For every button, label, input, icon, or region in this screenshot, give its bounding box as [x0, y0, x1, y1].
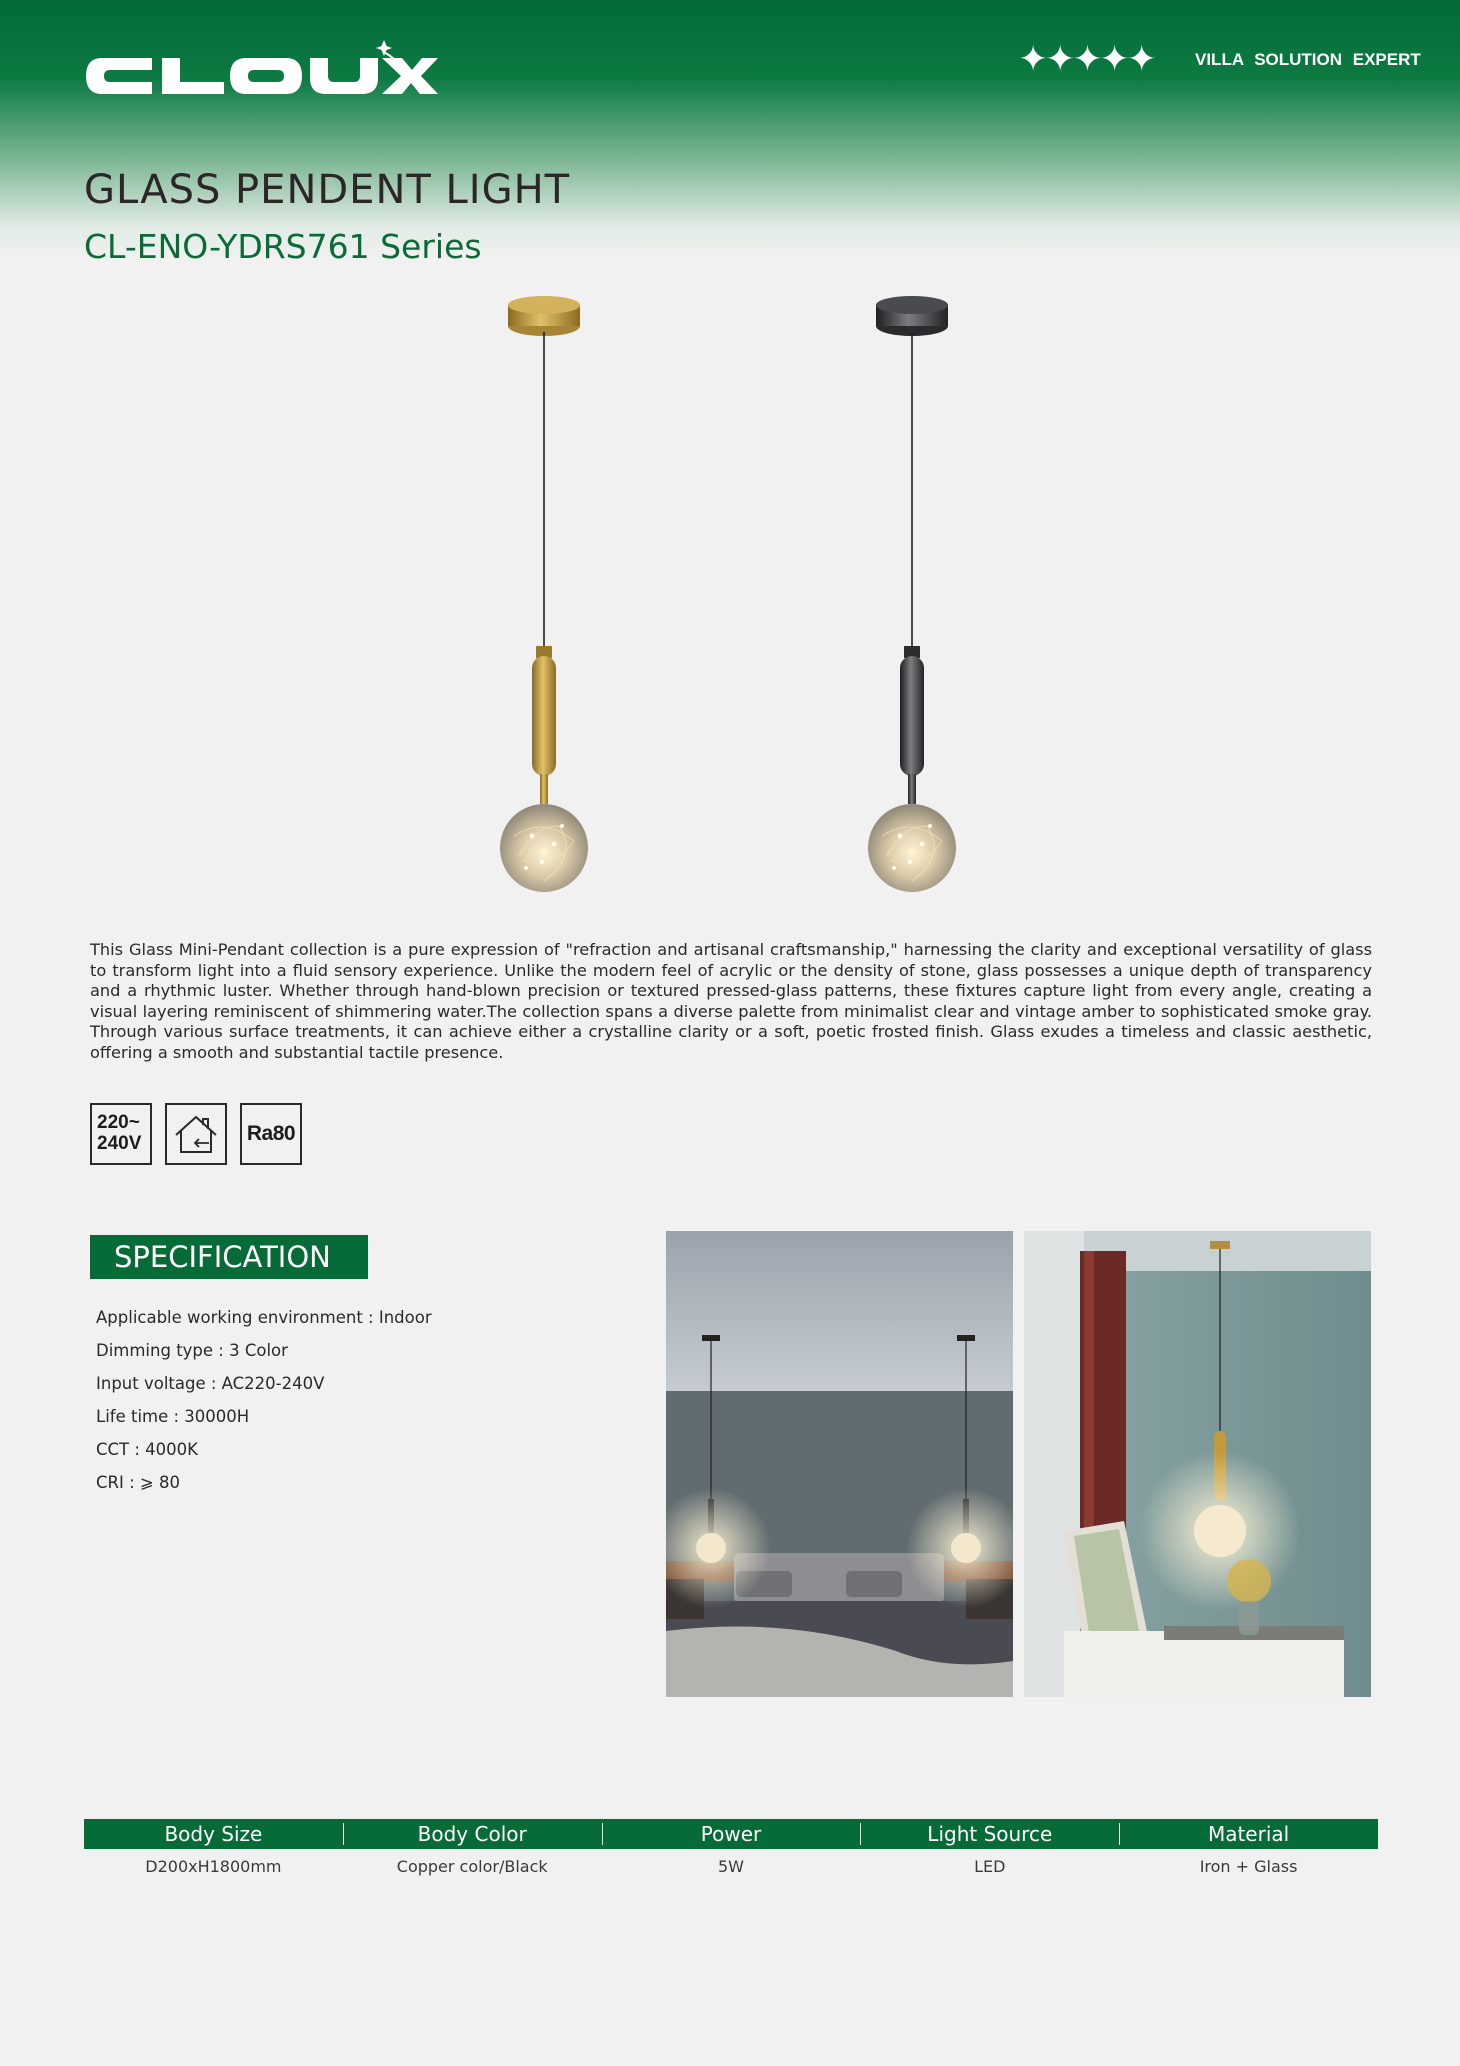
value-body-size: D200xH1800mm: [145, 1857, 282, 1876]
header-light-source: Light Source: [860, 1819, 1119, 1849]
pendant-black-image: [852, 296, 972, 906]
bedroom-scene-photo: [666, 1231, 1013, 1697]
brand-tagline: VILLA SOLUTION EXPERT: [1195, 50, 1421, 69]
header-power: Power: [602, 1819, 861, 1849]
value-light-source: LED: [974, 1857, 1006, 1876]
cloux-logo: [84, 40, 438, 100]
cri-badge: [240, 1103, 302, 1165]
series-subtitle: CL-ENO-YDRS761 Series: [84, 227, 482, 266]
page-title: GLASS PENDENT LIGHT: [84, 167, 571, 213]
pendant-copper-image: [484, 296, 604, 906]
spec-item-dimming: Dimming type : 3 Color: [96, 1341, 288, 1360]
voltage-line1: 220~: [97, 1112, 140, 1133]
spec-item-environment: Applicable working environment : Indoor: [96, 1308, 432, 1327]
value-body-color: Copper color/Black: [396, 1857, 548, 1876]
header-band: [0, 0, 1460, 260]
cri-badge-label: Ra80: [246, 1122, 296, 1145]
header-body-color: Body Color: [343, 1819, 602, 1849]
voltage-line2: 240V: [97, 1133, 142, 1154]
header-material: Material: [1119, 1819, 1378, 1849]
house-indoor-icon: [165, 1103, 227, 1165]
value-power: 5W: [717, 1857, 744, 1876]
specification-heading: [90, 1235, 368, 1279]
specification-list: [96, 1301, 432, 1499]
spec-item-cri: CRI : ⩾ 80: [96, 1473, 180, 1492]
spec-table-header: [84, 1819, 1378, 1849]
specification-heading-label: SPECIFICATION: [114, 1240, 331, 1274]
value-material: Iron + Glass: [1199, 1857, 1298, 1876]
voltage-badge: [90, 1103, 152, 1165]
product-description: This Glass Mini-Pendant collection is a pure expression of "refraction and artisanal craftsmanship," harnessing the clarity and exceptional versatility of glass to transform light into a fluid sensory experience. Unlike the modern feel of acrylic or the density of stone, glass possesses a unique depth of transparency and a rhythmic luster. Whether through hand-blown precision or textured pressed-glass patterns, these fixtures capture light from every angle, creating a visual layering reminiscent of shimmering water.The collection spans a diverse palette from minimalist clear and vintage amber to sophisticated smoke gray. Through various surface treatments, it can achieve either a crystalline clarity or a soft, poetic frosted finish. Glass exudes a timeless and classic aesthetic, offering a smooth and substantial tactile presence.: [90, 940, 1372, 1062]
spec-item-lifetime: Life time : 30000H: [96, 1407, 250, 1426]
rating-stars: ✦✦✦✦✦: [1018, 39, 1154, 80]
spec-item-cct: CCT : 4000K: [96, 1440, 198, 1459]
header-body-size: Body Size: [164, 1822, 263, 1846]
vanity-scene-photo: [1024, 1231, 1371, 1697]
spec-item-voltage: Input voltage : AC220-240V: [96, 1374, 325, 1393]
spec-table-row: [84, 1856, 1378, 1878]
